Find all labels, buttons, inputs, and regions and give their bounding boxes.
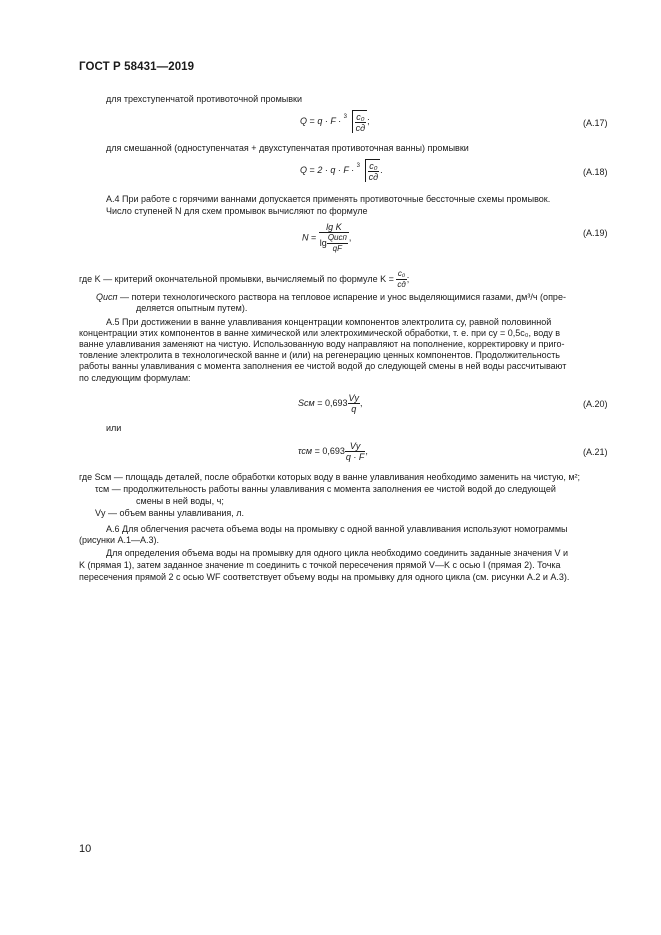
paragraph-a5-line6: по следующим формулам: (79, 373, 191, 383)
intro-a18: для смешанной (одноступенчатая + двухступенчатая противоточная ванны) промывки (106, 143, 469, 153)
where-s-definition: где Sсм — площадь деталей, после обработки которых воду в ванне улавливания необходимо заменить на чистую, м²; (79, 472, 581, 482)
where-q-definition-line1: Qисп — потери технологического раствора на тепловое испарение и унос выделяющимися газами, дм³/ч (опре- (96, 292, 566, 302)
where-k-definition: где K — критерий окончательной промывки, вычисляемый по формуле K = $\frac{\text{c₀}}{cд}$ ; (79, 269, 410, 289)
paragraph-a4-line2: Число ступеней N для схем промывок вычисляют по формуле (106, 206, 368, 216)
equation-number-a18: (А.18) (583, 167, 608, 177)
paragraph-final-line3: пересечения прямой 2 с осью WF соответствует объему воды на промывку для одного цикла (см. рисунки А.2 и А.3). (79, 572, 570, 582)
paragraph-final-line1: Для определения объема воды на промывку для одного цикла необходимо соединить заданные значения V и (106, 548, 569, 558)
conjunction-or: или (106, 423, 122, 433)
where-tau-definition-line2: смены в ней воды, ч; (136, 496, 224, 506)
page-number: 10 (79, 843, 92, 855)
paragraph-a5-line5: работы ванны улавливания с момента заполнения ее чистой водой до следующей смены в ней воды рассчитывают (79, 361, 567, 371)
equation-number-a20: (А.20) (583, 399, 608, 409)
paragraph-a6-line1: А.6 Для облегчения расчета объема воды на промывку с одной ванной улавливания используют номограммы (106, 524, 568, 534)
equation-number-a19: (А.19) (583, 228, 608, 238)
equation-a20: Sсм = 0,693 $\frac{Vу}{q}$ , (298, 393, 363, 414)
document-header: ГОСТ Р 58431—2019 (79, 61, 195, 73)
equation-a18: Q = 2 · q · F · 3 $\frac{\text{c₀}}{cд}$ . (300, 161, 383, 182)
where-q-definition-line2: деляется опытным путем). (136, 303, 248, 313)
paragraph-a4-line1: А.4 При работе с горячими ваннами допускается применять противоточные бессточные схемы промывок. (106, 194, 551, 204)
where-tau-definition-line1: τсм — продолжительность работы ванны улавливания с момента заполнения ее чистой водой до следующей (95, 484, 556, 494)
paragraph-a5-line1: А.5 При достижении в ванне улавливания концентрации компонентов электролита cу, равной половинной (106, 317, 552, 327)
equation-number-a21: (А.21) (583, 447, 608, 457)
where-v-definition: Vу — объем ванны улавливания, л. (95, 508, 245, 518)
paragraph-a5-line2: концентрации этих компонентов в ванне химической или электрохимической обработки, т. е. при cу = 0,5c₀, воду в (79, 328, 561, 338)
equation-a19: N = lg K lg $\frac{\text{Qисп}}{qF}$ , (302, 222, 352, 253)
paragraph-a5-line3: ванне улавливания заменяют на чистую. Использованную воду направляют на пополнение, корректировку и приго- (79, 339, 565, 349)
equation-a17: Q = q · F · 3 $\frac{\text{c₀}}{cд}$ ; (300, 112, 370, 133)
intro-a17: для трехступенчатой противоточной промывки (106, 94, 302, 104)
equation-a21: τсм = 0,693 $\frac{Vу}{q \cdot F}$ , (298, 441, 368, 462)
equation-number-a17: (А.17) (583, 118, 608, 128)
paragraph-a5-line4: товление электролита в технологической ванне и (или) на регенерацию ценных компонентов. Продолжительность (79, 350, 560, 360)
paragraph-a6-line2: (рисунки А.1—А.3). (79, 535, 159, 545)
paragraph-final-line2: K (прямая 1), затем заданное значение m соединить с точкой пересечения прямой V—K с осью I (прямая 2). Точка (79, 560, 561, 570)
